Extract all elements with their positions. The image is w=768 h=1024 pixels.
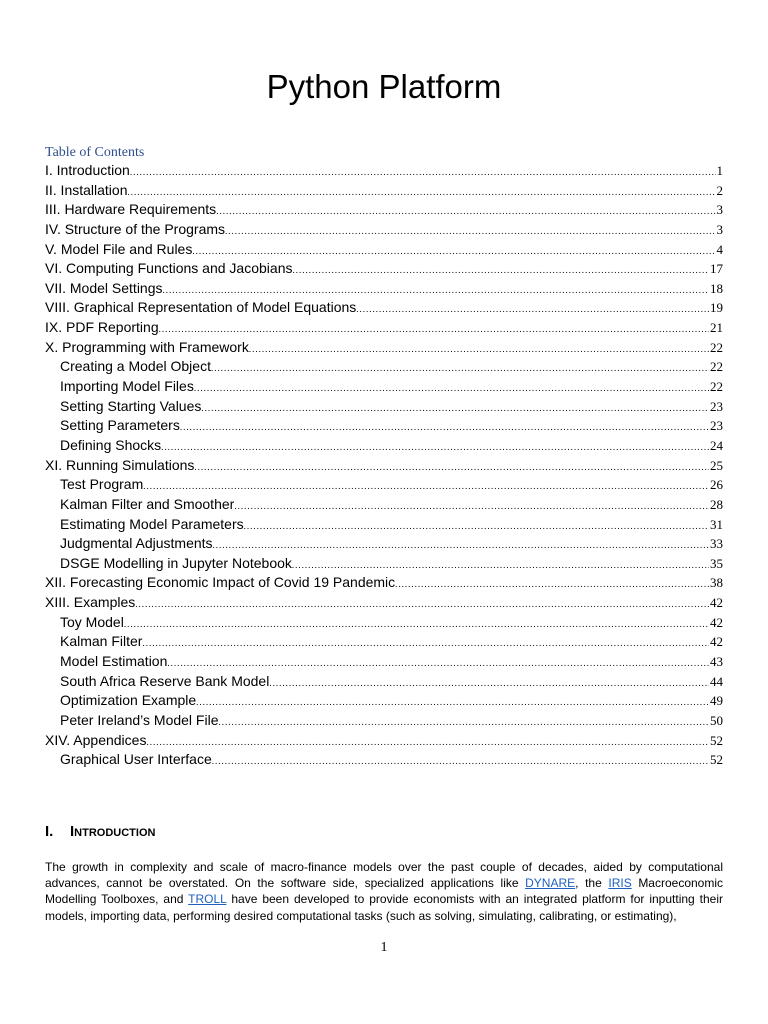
toc-entry[interactable] bbox=[45, 339, 723, 359]
toc-entry-page[interactable]: 26 bbox=[710, 477, 723, 493]
toc-dot-leader bbox=[356, 304, 709, 314]
toc-entry-page[interactable]: 1 bbox=[716, 163, 723, 178]
toc-dot-leader bbox=[163, 285, 709, 295]
toc-entry-page[interactable]: 44 bbox=[710, 673, 723, 689]
toc-entry[interactable] bbox=[45, 201, 723, 221]
toc-dot-leader bbox=[196, 697, 709, 707]
toc-dot-leader bbox=[124, 619, 709, 629]
toc-dot-leader bbox=[249, 344, 709, 354]
toc-dot-leader bbox=[395, 579, 709, 589]
paragraph-text: The growth in complexity and scale of macro-finance models over the past couple of decades, aided by computational advances, cannot be overstated. On the software side, specialized applications like bbox=[45, 860, 723, 891]
toc-entry[interactable] bbox=[45, 535, 723, 555]
toc-entry[interactable] bbox=[45, 398, 723, 418]
toc-entry-page[interactable]: 31 bbox=[710, 516, 723, 532]
toc-entry-label[interactable]: IV. Structure of the Programs bbox=[45, 220, 226, 237]
toc-entry-page[interactable]: 24 bbox=[710, 437, 723, 453]
toc-entry-label[interactable]: II. Installation bbox=[45, 181, 128, 198]
toc-dot-leader bbox=[244, 521, 709, 531]
toc-dot-leader bbox=[225, 226, 715, 236]
toc-entry-page[interactable]: 17 bbox=[710, 261, 723, 277]
toc-entry-page[interactable]: 23 bbox=[710, 418, 723, 434]
toc-entry[interactable] bbox=[45, 182, 723, 202]
toc-entry-page[interactable]: 35 bbox=[710, 555, 723, 571]
toc-entry-label[interactable]: Graphical User Interface bbox=[60, 751, 212, 768]
toc-entry-page[interactable]: 49 bbox=[710, 693, 723, 709]
toc-dot-leader bbox=[211, 363, 709, 373]
toc-entry[interactable] bbox=[45, 614, 723, 634]
paragraph-text: have been developed to provide economists with an integrated platform for inputting their models, importing data, performing desired computational tasks (such as solving, simulating, calibrating, or estimating), bbox=[45, 892, 724, 923]
toc-entry-page[interactable]: 42 bbox=[710, 595, 723, 611]
toc-entry-label[interactable]: Model Estimation bbox=[60, 653, 168, 670]
toc-heading: Table of Contents bbox=[45, 145, 145, 160]
toc-entry-label[interactable]: Kalman Filter bbox=[60, 633, 143, 650]
toc-dot-leader bbox=[159, 324, 709, 334]
toc-entry-label[interactable]: Defining Shocks bbox=[60, 436, 162, 453]
toc-entry-page[interactable]: 33 bbox=[710, 536, 723, 552]
toc-entry-page[interactable]: 42 bbox=[710, 634, 723, 650]
toc-dot-leader bbox=[180, 422, 709, 432]
toc-entry[interactable] bbox=[45, 712, 723, 732]
toc-entry[interactable] bbox=[45, 378, 723, 398]
toc-entry-page[interactable]: 52 bbox=[710, 732, 723, 748]
toc-entry[interactable] bbox=[45, 496, 723, 516]
section-number: I. bbox=[45, 823, 54, 840]
toc-dot-leader bbox=[216, 206, 715, 216]
iris-link[interactable]: IRIS bbox=[608, 876, 632, 891]
toc-entry-label[interactable]: VII. Model Settings bbox=[45, 279, 163, 296]
toc-entry-label[interactable]: I. Introduction bbox=[45, 162, 130, 178]
toc-entry-label[interactable]: Importing Model Files bbox=[60, 378, 194, 395]
toc-entry-label[interactable]: IX. PDF Reporting bbox=[45, 319, 159, 336]
page-title: Python Platform bbox=[266, 68, 502, 105]
toc-dot-leader bbox=[128, 187, 716, 197]
toc-entry-page[interactable]: 38 bbox=[710, 575, 723, 591]
toc-dot-leader bbox=[218, 717, 709, 727]
section-heading bbox=[45, 823, 155, 840]
toc-entry[interactable] bbox=[45, 594, 723, 614]
toc-entry[interactable] bbox=[45, 162, 723, 182]
toc-entry-label[interactable]: Setting Starting Values bbox=[60, 397, 202, 414]
toc-entry[interactable] bbox=[45, 457, 723, 477]
table-of-contents bbox=[45, 162, 723, 771]
toc-entry-label[interactable]: XII. Forecasting Economic Impact of Covid 19 Pandemic bbox=[45, 574, 396, 591]
toc-entry-page[interactable]: 3 bbox=[716, 221, 723, 237]
toc-entry[interactable] bbox=[45, 221, 723, 241]
intro-paragraph bbox=[45, 859, 723, 924]
paragraph-text: Macroeconomic Modelling Toolboxes, and bbox=[45, 876, 724, 907]
section-title: Introduction bbox=[70, 823, 156, 840]
toc-entry-page[interactable]: 50 bbox=[710, 712, 723, 728]
toc-dot-leader bbox=[130, 167, 716, 177]
toc-entry-label[interactable]: XIII. Examples bbox=[45, 594, 136, 611]
toc-entry-page[interactable]: 3 bbox=[716, 202, 723, 218]
toc-dot-leader bbox=[213, 540, 709, 550]
toc-entry-page[interactable]: 2 bbox=[716, 182, 723, 198]
toc-entry[interactable] bbox=[45, 280, 723, 300]
toc-entry-page[interactable]: 22 bbox=[710, 339, 723, 355]
toc-entry[interactable] bbox=[45, 358, 723, 378]
toc-dot-leader bbox=[292, 560, 709, 570]
toc-entry-page[interactable]: 28 bbox=[710, 496, 723, 512]
toc-entry-label[interactable]: III. Hardware Requirements bbox=[45, 201, 217, 218]
toc-entry[interactable] bbox=[45, 555, 723, 575]
toc-entry-page[interactable]: 18 bbox=[710, 280, 723, 296]
toc-entry-page[interactable]: 52 bbox=[710, 752, 723, 768]
toc-dot-leader bbox=[167, 658, 709, 668]
toc-entry-label[interactable]: VIII. Graphical Representation of Model Equations bbox=[45, 299, 357, 316]
dynare-link[interactable]: DYNARE bbox=[525, 876, 576, 891]
toc-entry-label[interactable]: Optimization Example bbox=[60, 692, 197, 709]
toc-dot-leader bbox=[194, 383, 709, 393]
toc-entry-label[interactable]: VI. Computing Functions and Jacobians bbox=[45, 260, 293, 277]
toc-entry[interactable] bbox=[45, 673, 723, 693]
toc-entry-page[interactable]: 22 bbox=[710, 379, 723, 395]
toc-entry[interactable] bbox=[45, 516, 723, 536]
paragraph-text: , the bbox=[575, 876, 609, 891]
troll-link[interactable]: TROLL bbox=[188, 892, 227, 907]
toc-dot-leader bbox=[161, 442, 709, 452]
toc-entry-label[interactable]: Estimating Model Parameters bbox=[60, 515, 244, 532]
toc-entry[interactable] bbox=[45, 260, 723, 280]
toc-entry-label[interactable]: V. Model File and Rules bbox=[45, 240, 193, 257]
toc-entry-page[interactable]: 23 bbox=[710, 398, 723, 414]
toc-entry[interactable] bbox=[45, 241, 723, 261]
toc-entry-label[interactable]: Creating a Model Object bbox=[60, 358, 211, 375]
toc-dot-leader bbox=[234, 501, 709, 511]
toc-entry[interactable] bbox=[45, 751, 723, 771]
toc-entry-page[interactable]: 21 bbox=[710, 320, 723, 336]
toc-dot-leader bbox=[292, 265, 709, 275]
toc-entry-page[interactable]: 4 bbox=[716, 241, 723, 257]
toc-dot-leader bbox=[146, 737, 709, 747]
toc-entry[interactable] bbox=[45, 437, 723, 457]
toc-entry[interactable] bbox=[45, 574, 723, 594]
toc-entry[interactable] bbox=[45, 633, 723, 653]
toc-dot-leader bbox=[192, 246, 715, 256]
toc-entry-page[interactable]: 25 bbox=[710, 457, 723, 473]
toc-dot-leader bbox=[135, 599, 709, 609]
toc-entry-page[interactable]: 43 bbox=[710, 654, 723, 670]
toc-entry[interactable] bbox=[45, 653, 723, 673]
toc-dot-leader bbox=[201, 403, 709, 413]
toc-entry-label[interactable]: X. Programming with Framework bbox=[45, 338, 249, 355]
toc-entry-label[interactable]: Setting Parameters bbox=[60, 417, 180, 434]
toc-dot-leader bbox=[269, 678, 709, 688]
toc-dot-leader bbox=[142, 638, 709, 648]
toc-entry-page[interactable]: 19 bbox=[710, 300, 723, 316]
toc-entry-label[interactable]: DSGE Modelling in Jupyter Notebook bbox=[60, 554, 292, 571]
toc-entry-label[interactable]: Toy Model bbox=[60, 613, 124, 630]
page-number: 1 bbox=[380, 940, 388, 955]
toc-entry-label[interactable]: Judgmental Adjustments bbox=[60, 535, 213, 552]
toc-entry[interactable] bbox=[45, 692, 723, 712]
toc-entry-label[interactable]: XIV. Appendices bbox=[45, 731, 147, 748]
toc-entry[interactable] bbox=[45, 732, 723, 752]
toc-entry[interactable] bbox=[45, 417, 723, 437]
toc-dot-leader bbox=[212, 756, 709, 766]
toc-dot-leader bbox=[143, 481, 709, 491]
toc-entry-label[interactable]: Test Program bbox=[60, 476, 144, 493]
toc-dot-leader bbox=[194, 462, 709, 472]
toc-entry-label[interactable]: South Africa Reserve Bank Model bbox=[60, 672, 270, 689]
toc-entry[interactable] bbox=[45, 476, 723, 496]
toc-entry-label[interactable]: Peter Ireland’s Model File bbox=[60, 711, 219, 728]
toc-entry-page[interactable]: 42 bbox=[710, 614, 723, 630]
toc-entry-label[interactable]: Kalman Filter and Smoother bbox=[60, 495, 235, 512]
toc-entry[interactable] bbox=[45, 299, 723, 319]
toc-entry[interactable] bbox=[45, 319, 723, 339]
toc-entry-label[interactable]: XI. Running Simulations bbox=[45, 456, 195, 473]
toc-entry-page[interactable]: 22 bbox=[710, 359, 723, 375]
